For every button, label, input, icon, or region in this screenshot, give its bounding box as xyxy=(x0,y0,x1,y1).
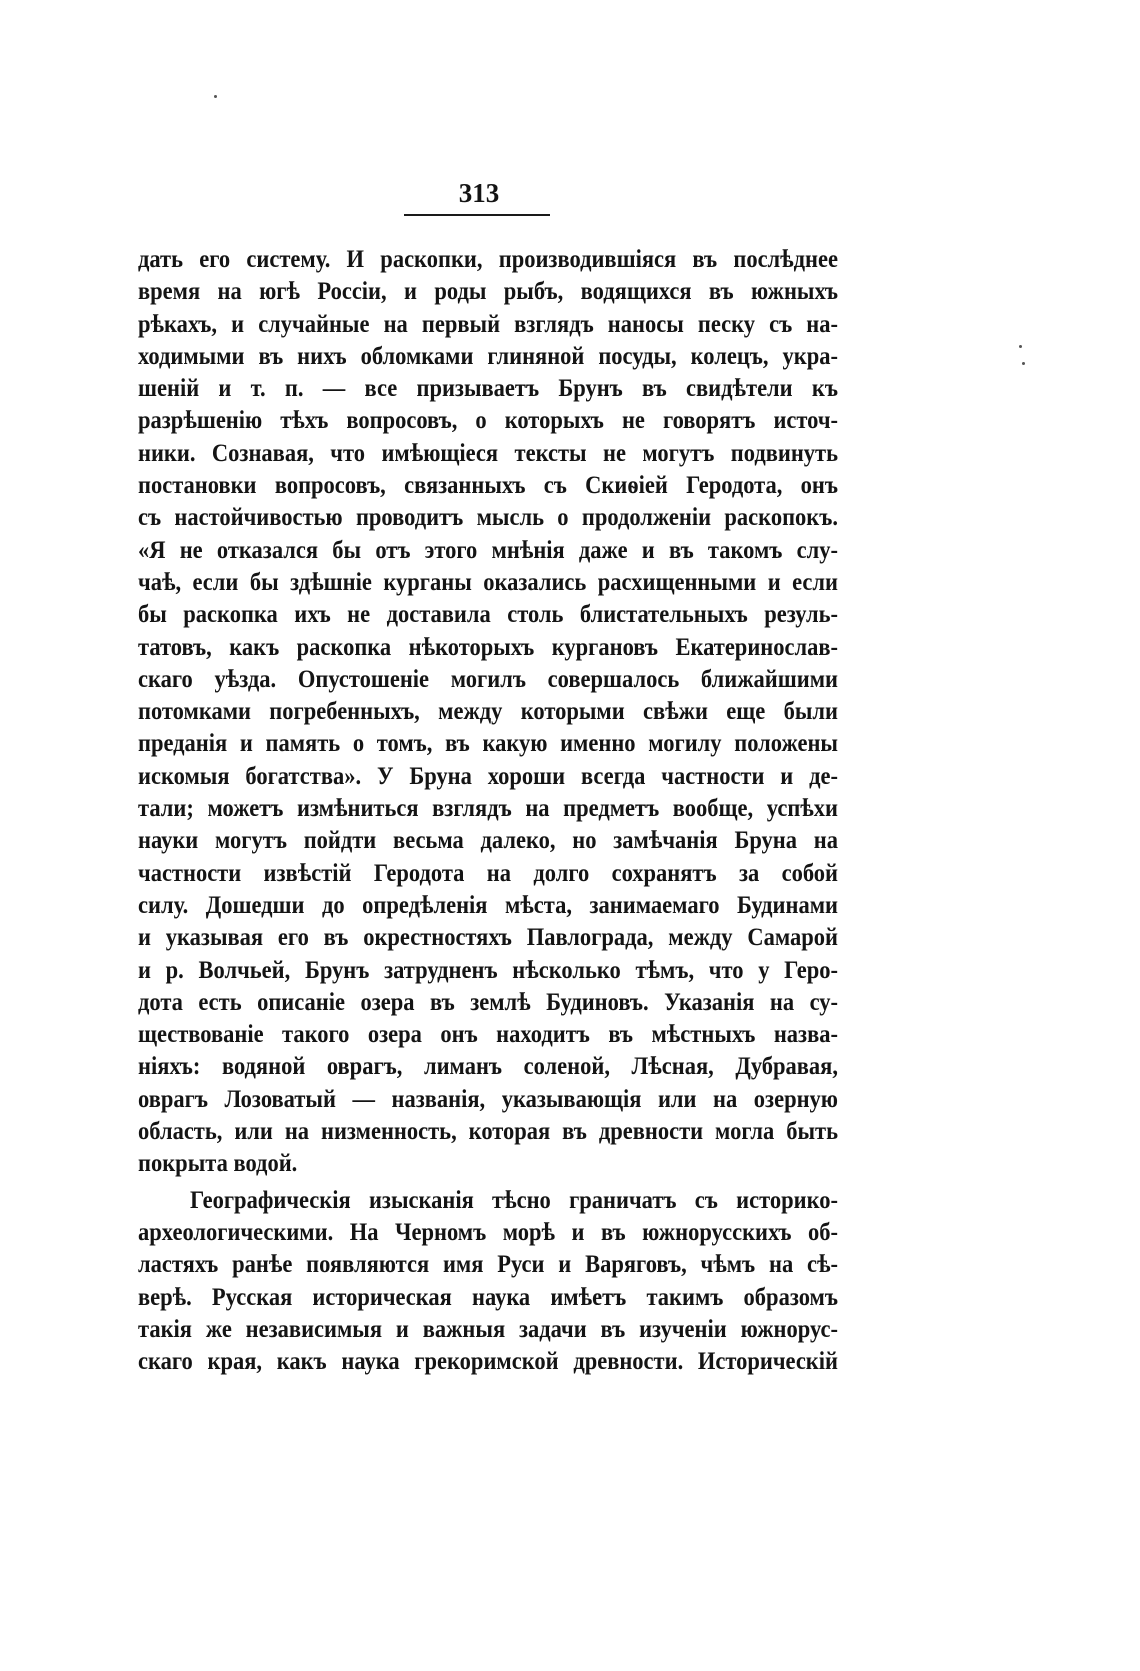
text-line: и р. Волчьей, Брунъ затрудненъ нѣсколько тѣмъ, что у Геро- xyxy=(138,954,838,983)
text-line: частности извѣстій Геродота на долго сохранятъ за собой xyxy=(138,858,838,887)
text-line: покрыта водой. xyxy=(138,1148,298,1177)
text-line: постановки вопросовъ, связанныхъ съ Скиѳіей Геродота, онъ xyxy=(138,470,838,499)
text-line: «Я не отказался бы отъ этого мнѣнія даже и въ такомъ слу- xyxy=(138,535,838,564)
text-line: скаго уѣзда. Опустошеніе могилъ совершалось ближайшими xyxy=(138,664,838,693)
text-line: науки могутъ пойдти весьма далеко, но замѣчанія Бруна на xyxy=(138,825,838,854)
text-line: скаго края, какъ наука грекоримской древности. Историческій xyxy=(138,1346,838,1375)
paper-speck xyxy=(214,95,217,98)
text-line: верѣ. Русская историческая наука имѣетъ такимъ образомъ xyxy=(138,1281,838,1310)
text-line: археологическими. На Черномъ морѣ и въ южнорусскихъ об- xyxy=(138,1217,838,1246)
paper-speck xyxy=(1019,345,1022,348)
page-number: 313 xyxy=(458,178,500,208)
text-line: область, или на низменность, которая въ древности могла быть xyxy=(138,1116,838,1145)
text-line: искомыя богатства». У Бруна хороши всегда частности и де- xyxy=(138,761,838,790)
text-line: рѣкахъ, и случайные на первый взглядъ наносы песку съ на- xyxy=(138,309,838,338)
paragraph-2 xyxy=(138,1184,838,1378)
text-line: оврагъ Лозоватый — названія, указывающія или на озерную xyxy=(138,1084,838,1113)
text-line: ніяхъ: водяной оврагъ, лиманъ соленой, Лѣсная, Дубравая, xyxy=(138,1051,838,1080)
text-line: тали; можетъ измѣниться взглядъ на предметъ вообще, успѣхи xyxy=(138,793,838,822)
text-line: шеній и т. п. — все призываетъ Брунъ въ свидѣтели къ xyxy=(138,373,838,402)
text-line: разрѣшенію тѣхъ вопросовъ, о которыхъ не говорятъ источ- xyxy=(138,405,838,434)
paper-speck xyxy=(1022,362,1025,365)
text-line: дота есть описаніе озера въ землѣ Будиновъ. Указанія на су- xyxy=(138,987,838,1016)
text-line: ходимыми въ нихъ обломками глиняной посуды, колецъ, укра- xyxy=(138,341,838,370)
text-line: чаѣ, если бы здѣшніе курганы оказались расхищенными и если xyxy=(138,567,838,596)
paragraph-1 xyxy=(138,243,838,1180)
text-line: такія же независимыя и важныя задачи въ изученіи южнорус- xyxy=(138,1314,838,1343)
text-line: силу. Дошедши до опредѣленія мѣста, занимаемаго Будинами xyxy=(138,890,838,919)
text-line: ластяхъ ранѣе появляются имя Руси и Варяговъ, чѣмъ на сѣ- xyxy=(138,1249,838,1278)
page-number-rule xyxy=(404,214,550,216)
text-line: ществованіе такого озера онъ находитъ въ мѣстныхъ назва- xyxy=(138,1019,838,1048)
text-line: татовъ, какъ раскопка нѣкоторыхъ кургановъ Екатеринослав- xyxy=(138,631,838,660)
text-line: и указывая его въ окрестностяхъ Павлограда, между Самарой xyxy=(138,922,838,951)
text-line: бы раскопка ихъ не доставила столь блистательныхъ резуль- xyxy=(138,599,838,628)
text-line: время на югѣ Россіи, и роды рыбъ, водящихся въ южныхъ xyxy=(138,276,838,305)
text-line: потомками погребенныхъ, между которыми свѣжи еще были xyxy=(138,696,838,725)
body-text xyxy=(138,243,838,1377)
text-line: съ настойчивостью проводитъ мысль о продолженіи раскопокъ. xyxy=(138,502,838,531)
text-line: дать его систему. И раскопки, производившіяся въ послѣднее xyxy=(138,244,838,273)
text-line: ники. Сознавая, что имѣющіеся тексты не могутъ подвинуть xyxy=(138,438,838,467)
text-line: Географическія изысканія тѣсно граничатъ съ историко- xyxy=(190,1185,838,1214)
text-line: преданія и память о томъ, въ какую именно могилу положены xyxy=(138,728,838,757)
